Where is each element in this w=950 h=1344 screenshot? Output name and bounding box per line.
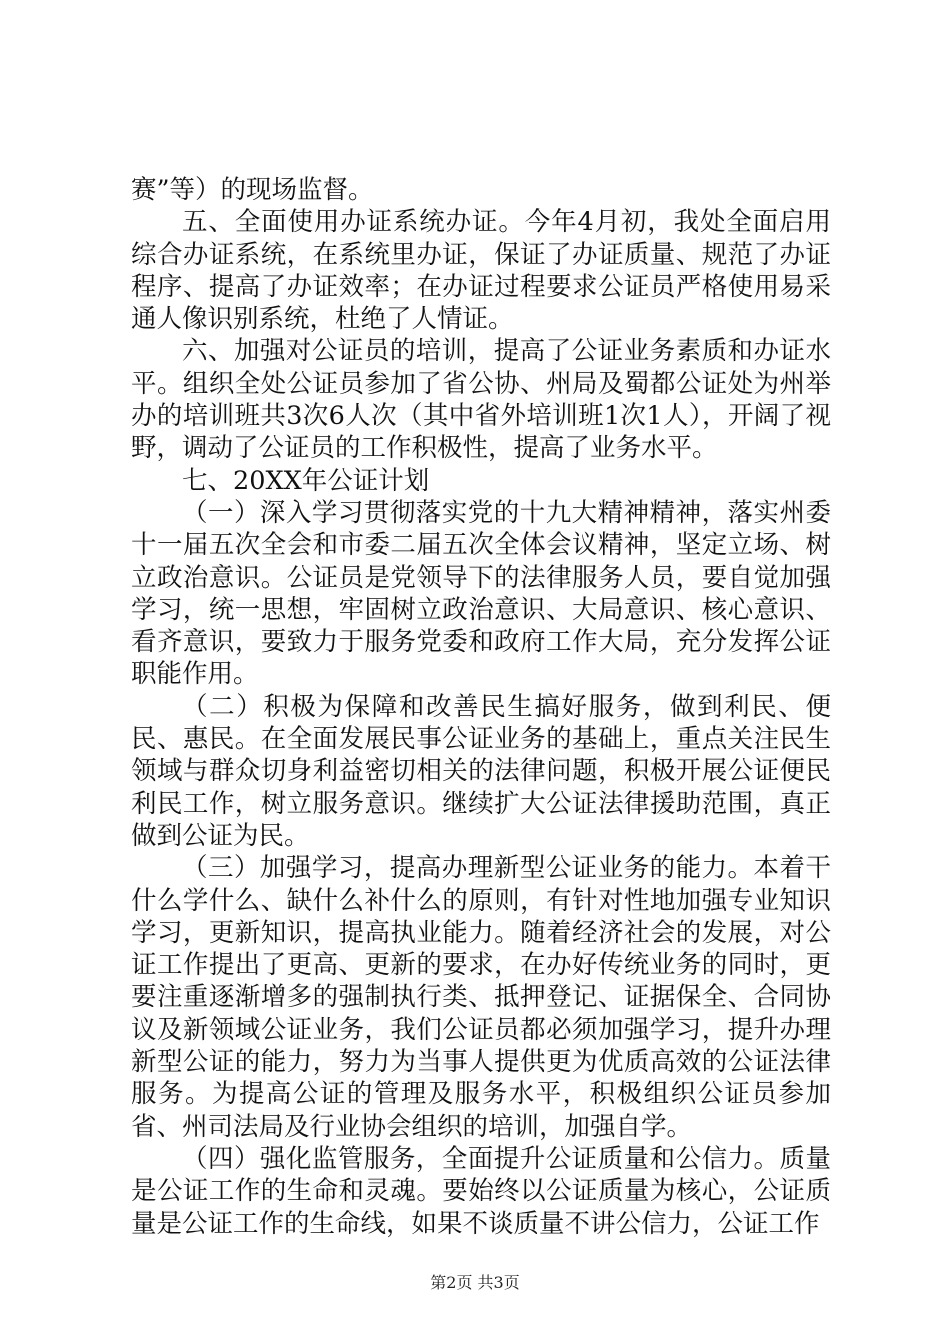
paragraph-plan-1: （一）深入学习贯彻落实党的十九大精神精神，落实州委十一届五次全会和市委二届五次全体会议精神，坚定立场、树立政治意识。公证员是党领导下的法律服务人员，要自觉加强学习，统一思想，牢固树立政治意识、大局意识、核心意识、看齐意识，要致力于服务党委和政府工作大局，充分发挥公证职能作用。 xyxy=(131,497,831,690)
section-heading-7: 七、20XX年公证计划 xyxy=(182,465,430,496)
paragraph-plan-3: （三）加强学习，提高办理新型公证业务的能力。本着干什么学什么、缺什么补什么的原则，有针对性地加强专业知识学习，更新知识，提高执业能力。随着经济社会的发展，对公证工作提出了更高、更新的要求，在办好传统业务的同时，更要注重逐渐增多的强制执行类、抵押登记、证据保全、合同协议及新领域公证业务，我们公证员都必须加强学习，提升办理新型公证的能力，努力为当事人提供更为优质高效的公证法律服务。为提高公证的管理及服务水平，积极组织公证员参加省、州司法局及行业协会组织的培训，加强自学。 xyxy=(131,853,831,1142)
page-number-footer: 第2页 共3页 xyxy=(430,1273,520,1292)
paragraph-continuation: 赛”等）的现场监督。 xyxy=(131,175,374,205)
document-body xyxy=(131,174,831,1240)
paragraph-item-5: 五、全面使用办证系统办证。今年4月初，我处全面启用综合办证系统，在系统里办证，保证了办证质量、规范了办证程序、提高了办证效率；在办证过程要求公证员严格使用易采通人像识别系统，杜绝了人情证。 xyxy=(131,207,831,335)
paragraph-plan-4: （四）强化监管服务，全面提升公证质量和公信力。质量是公证工作的生命和灵魂。要始终以公证质量为核心，公证质量是公证工作的生命线，如果不谈质量不讲公信力，公证工作 xyxy=(131,1143,831,1239)
paragraph-plan-2: （二）积极为保障和改善民生搞好服务，做到利民、便民、惠民。在全面发展民事公证业务的基础上，重点关注民生领域与群众切身利益密切相关的法律问题，积极开展公证便民利民工作，树立服务意识。继续扩大公证法律援助范围，真正做到公证为民。 xyxy=(131,691,831,851)
paragraph-item-6: 六、加强对公证员的培训，提高了公证业务素质和办证水平。组织全处公证员参加了省公协、州局及蜀都公证处为州举办的培训班共3次6人次（其中省外培训班1次1人），开阔了视野，调动了公证员的工作积极性，提高了业务水平。 xyxy=(131,336,831,464)
